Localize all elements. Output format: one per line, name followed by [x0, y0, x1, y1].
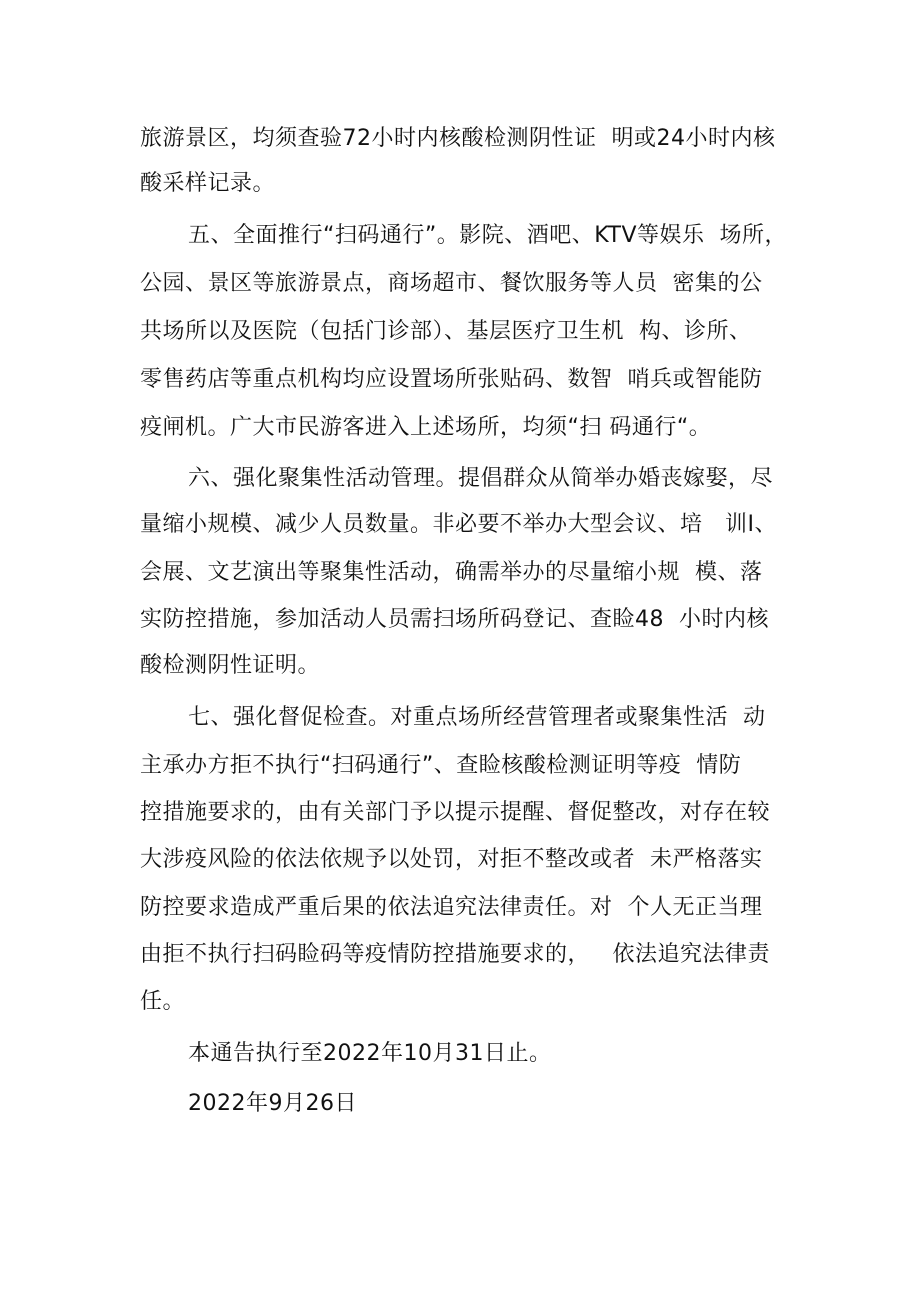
paragraph-line: 控措施要求的，由有关部门予以提示提醒、督促整改，对存在较 — [140, 800, 771, 825]
paragraph-line: 零售药店等重点机构均应设置场所张贴码、数智 哨兵或智能防 — [140, 367, 763, 392]
paragraph-line: 主承办方拒不执行“扫码通行”、查睑核酸检测证明等疫 情防 — [140, 753, 742, 778]
paragraph-line: 由拒不执行扫码睑码等疫情防控措施要求的， 依法追究法律责 — [140, 942, 770, 967]
paragraph-line: 大涉疫风险的依法依规予以处罚，对拒不整改或者 未严格落实 — [140, 847, 763, 872]
expiry-notice: 本通告执行至2022年10月31日止。 — [188, 1041, 552, 1066]
paragraph-line: 实防控措施，参加活动人员需扫场所码登记、查睑48 小时内核 — [140, 607, 769, 632]
paragraph-line: 疫闸机。广大市民游客进入上述场所，均须“扫 码通行“。 — [140, 415, 712, 440]
paragraph-line: 会展、文艺演出等聚集性活动，确需举办的尽量缩小规 模、落 — [140, 560, 763, 585]
paragraph-line: 旅游景区，均须查验72小时内核酸检测阴性证 明或24小时内核 — [140, 126, 776, 151]
paragraph-line: 公园、景区等旅游景点，商场超市、餐饮服务等人员 密集的公 — [140, 271, 763, 296]
paragraph-line: 共场所以及医院（包括门诊部）、基层医疗卫生机 构、诊所、 — [140, 319, 752, 344]
paragraph-line: 六、强化聚集性活动管理。提倡群众从简举办婚丧嫁娶，尽 — [188, 466, 774, 491]
paragraph-line: 五、全面推行“扫码通行”。影院、酒吧、KTV等娱乐 场所， — [188, 223, 787, 248]
paragraph-line: 酸检测阴性证明。 — [140, 653, 321, 678]
issue-date: 2022年9月26日 — [188, 1091, 357, 1116]
paragraph-line: 防控要求造成严重后果的依法追究法律责任。对 个人无正当理 — [140, 895, 763, 920]
paragraph-line: 任。 — [140, 989, 186, 1014]
paragraph-line: 酸采样记录。 — [140, 171, 276, 196]
paragraph-line: 量缩小规模、减少人员数量。非必要不举办大型会议、培 训I、 — [140, 512, 777, 537]
paragraph-line: 七、强化督促检查。对重点场所经营管理者或聚集性活 动 — [188, 705, 766, 730]
